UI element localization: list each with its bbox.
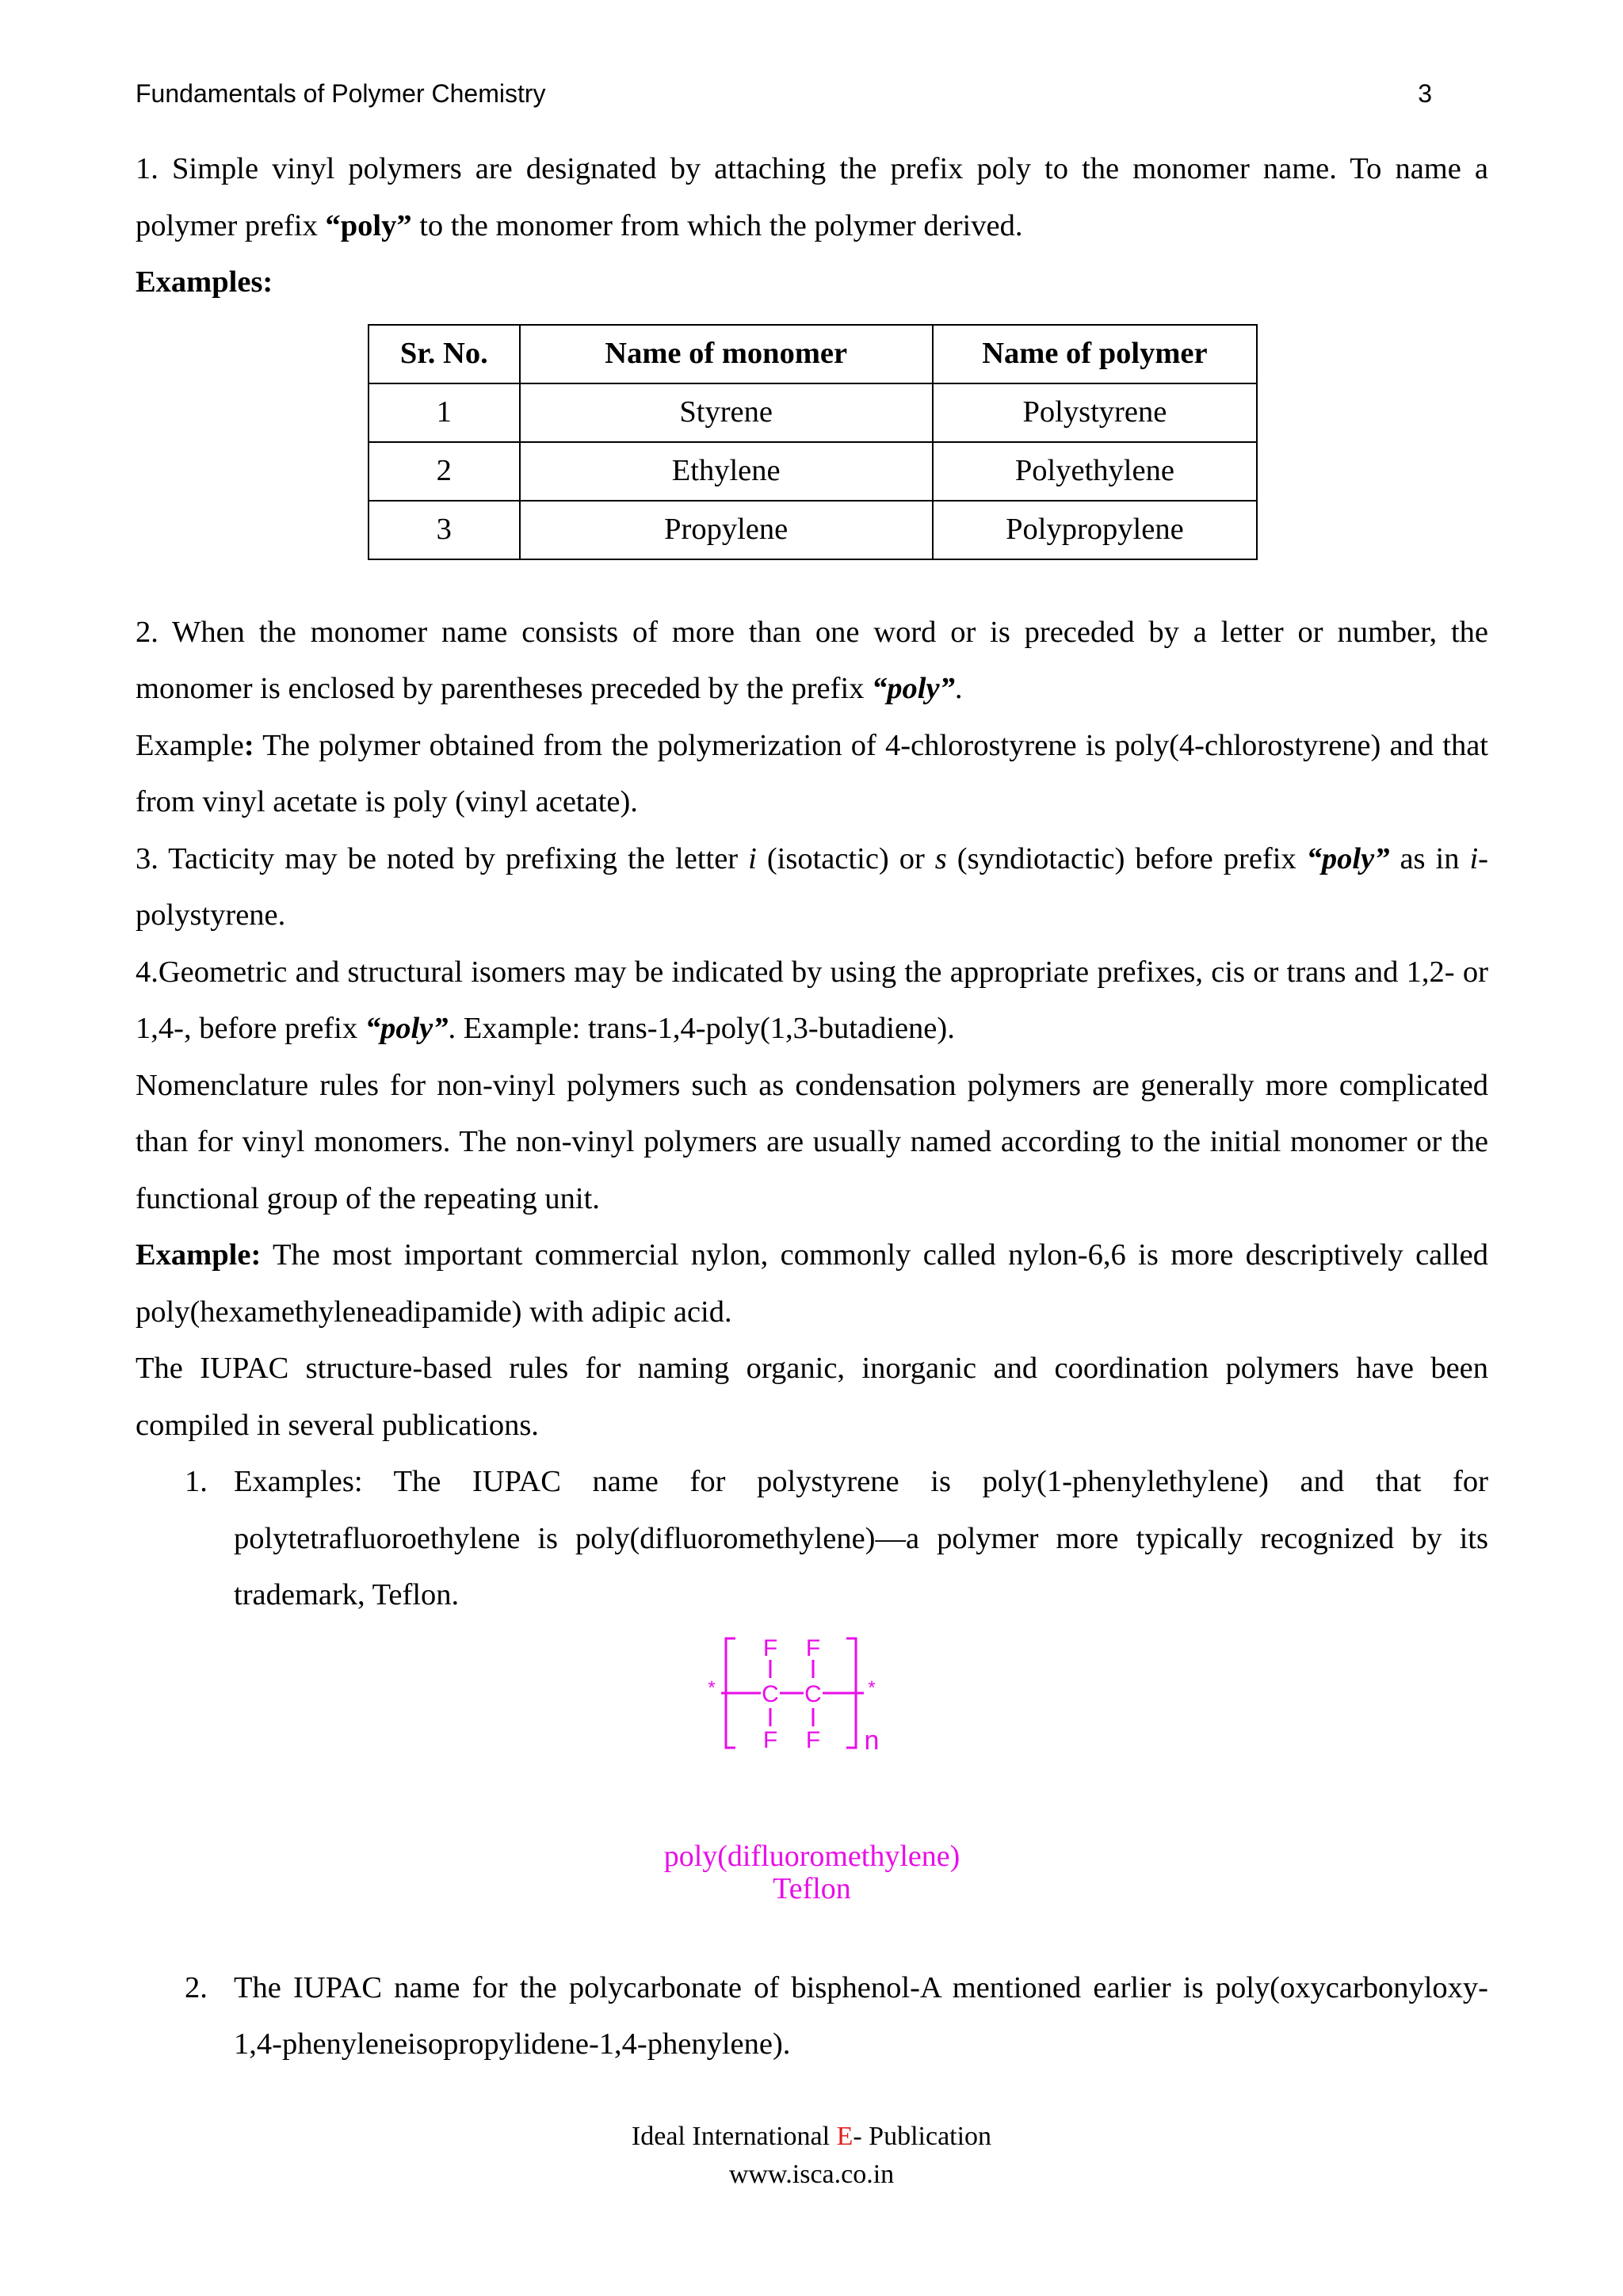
example-colon: :	[243, 728, 254, 762]
spacer	[136, 560, 1488, 605]
rule-2-paragraph	[136, 605, 1488, 718]
rule-1-text-end: to the monomer from which the polymer derived.	[411, 208, 1023, 242]
fluorine-atom: F	[762, 1726, 778, 1753]
publisher-e-letter: E	[836, 2122, 854, 2151]
iupac-intro-paragraph: The IUPAC structure-based rules for naming organic, inorganic and coordination polymers have been compiled in several publications.	[136, 1352, 1488, 1442]
page-body	[136, 141, 1488, 2073]
footer-website: www.isca.co.in	[728, 2160, 895, 2189]
publisher-text: Ideal International	[631, 2122, 837, 2151]
nylon-paragraph	[136, 1227, 1488, 1341]
end-group-star: *	[708, 1676, 716, 1699]
rule-3-paragraph	[136, 831, 1488, 944]
fluorine-atom: F	[805, 1634, 821, 1661]
list-item-text: The IUPAC name for the polycarbonate of bisphenol-A mentioned earlier is poly(oxycarbonyloxy-1,4-phenyleneisopropylidene-1,4-phenylene).	[234, 1970, 1488, 2061]
syndiotactic-letter: s	[934, 841, 947, 875]
rule-3-text: 3. Tacticity may be noted by prefixing the letter	[136, 841, 749, 875]
rule-3-text-end: -polystyrene.	[136, 841, 1488, 932]
list-item-text: Examples: The IUPAC name for polystyrene is poly(1-phenylethylene) and that for polytetrafluoroethylene is poly(difluoromethylene)—a polymer more typically recognized by its trademark, Teflon.	[234, 1465, 1488, 1611]
table-cell: Propylene	[520, 501, 933, 559]
rule-4-text-end: . Example: trans-1,4-poly(1,3-butadiene).	[448, 1012, 955, 1045]
running-title: Fundamentals of Polymer Chemistry	[136, 79, 546, 108]
list-item	[136, 1454, 1488, 1624]
table-cell: Polyethylene	[933, 442, 1257, 501]
table-cell: 2	[369, 442, 520, 501]
rule-1-paragraph	[136, 141, 1488, 254]
examples-label: Examples:	[136, 265, 273, 299]
rule-4-text: 4.Geometric and structural isomers may be indicated by using the appropriate prefixes, cis or trans and 1,2- or 1,4-, before prefix	[136, 955, 1488, 1045]
page-number: 3	[1418, 79, 1432, 108]
column-header: Name of monomer	[520, 325, 933, 383]
rule-4-poly-bold: “poly”	[365, 1012, 449, 1045]
rule-2-text-end: .	[954, 672, 963, 705]
nonvinyl-paragraph: Nomenclature rules for non-vinyl polymers such as condensation polymers are generally more complicated than for vinyl monomers. The non-vinyl polymers are usually named according to the initial monomer or the functional group of the repeating unit.	[136, 1068, 1488, 1215]
table-cell: 3	[369, 501, 520, 559]
example-text: The polymer obtained from the polymerization of 4-chlorostyrene is poly(4-chlorostyrene) and that from vinyl acetate is poly (vinyl acetate).	[136, 728, 1488, 818]
table-row	[369, 501, 1257, 559]
example-label: Example:	[136, 1238, 262, 1272]
fluorine-atom: F	[805, 1726, 821, 1753]
table-cell: Polypropylene	[933, 501, 1257, 559]
rule-4-paragraph	[136, 944, 1488, 1058]
column-header: Name of polymer	[933, 325, 1257, 383]
table-cell: 1	[369, 383, 520, 442]
isotactic-letter: i	[748, 841, 757, 875]
rule-3-text: (syndiotactic) before prefix	[946, 841, 1307, 875]
structure-caption-trademark: Teflon	[773, 1871, 851, 1905]
carbon-atom: C	[804, 1680, 822, 1707]
examples-table	[368, 324, 1258, 560]
table-row	[369, 442, 1257, 501]
end-group-star: *	[868, 1676, 876, 1699]
list-item	[136, 1960, 1488, 2073]
list-number: 1.	[185, 1465, 208, 1498]
footer-publisher	[0, 2119, 1623, 2155]
isotactic-prefix: i	[1469, 841, 1479, 875]
rule-3-poly-bold: “poly”	[1306, 841, 1390, 875]
table-row	[369, 383, 1257, 442]
teflon-structure-figure	[136, 1624, 1488, 1960]
rule-2-example	[136, 718, 1488, 831]
rule-2-poly-bold: “poly”	[872, 672, 955, 705]
publisher-text-end: - Publication	[853, 2122, 992, 2151]
structure-caption-name: poly(difluoromethylene)	[663, 1839, 960, 1873]
table-cell: Ethylene	[520, 442, 933, 501]
table-cell: Polystyrene	[933, 383, 1257, 442]
repeat-count-n: n	[864, 1725, 880, 1756]
rule-3-text: (isotactic) or	[756, 841, 935, 875]
teflon-structure-diagram	[708, 1630, 953, 1781]
carbon-atom: C	[762, 1680, 779, 1707]
rule-1-text: 1. Simple vinyl polymers are designated by attaching the prefix poly to the monomer name. To name a polymer prefix	[136, 152, 1488, 242]
fluorine-atom: F	[762, 1634, 778, 1661]
table-cell: Styrene	[520, 383, 933, 442]
nylon-text: The most important commercial nylon, commonly called nylon-6,6 is more descriptively called poly(hexamethyleneadipamide) with adipic acid.	[136, 1238, 1488, 1329]
rule-3-text: as in	[1389, 841, 1470, 875]
rule-2-text: 2. When the monomer name consists of more than one word or is preceded by a letter or number, the monomer is enclosed by parentheses preceded by the prefix	[136, 615, 1488, 705]
page-header	[136, 79, 1487, 119]
table-header-row	[369, 325, 1257, 383]
list-number: 2.	[185, 1970, 208, 2004]
rule-1-poly-bold: “poly”	[325, 208, 412, 242]
column-header: Sr. No.	[369, 325, 520, 383]
example-label: Example	[136, 728, 244, 762]
